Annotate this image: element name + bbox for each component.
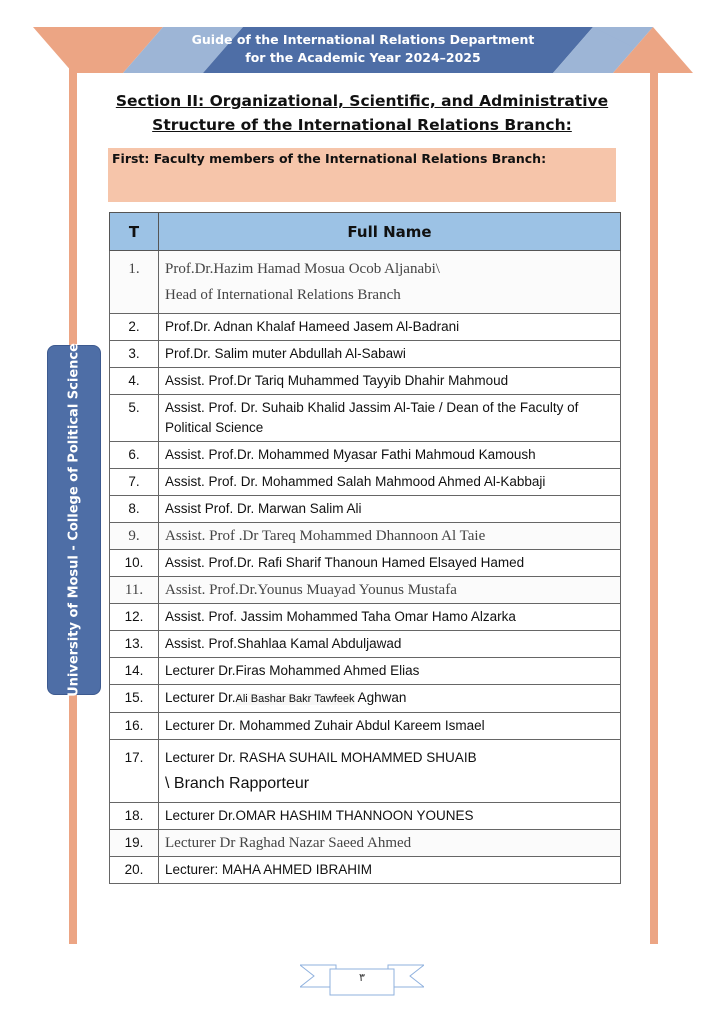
table-row: [110, 857, 621, 884]
row-name: Assist. Prof.Dr. Rafi Sharif Thanoun Hamed Elsayed Hamed: [159, 550, 621, 577]
row-name-suffix: Aghwan: [354, 690, 407, 705]
table-row: [110, 469, 621, 496]
banner-title: [33, 31, 693, 67]
right-post-decoration: [650, 58, 658, 944]
row-number: 8.: [110, 496, 159, 523]
section-title-line-2: Structure of the International Relations Branch:: [152, 116, 572, 134]
row-name: Assist Prof. Dr. Marwan Salim Ali: [159, 496, 621, 523]
row-name: Prof.Dr. Salim muter Abdullah Al-Sabawi: [159, 341, 621, 368]
row-name-small: Ali Bashar Bakr Tawfeek: [235, 693, 355, 705]
row-number: 18.: [110, 803, 159, 830]
table-row: [110, 314, 621, 341]
row-name: Assist. Prof.Shahlaa Kamal Abduljawad: [159, 631, 621, 658]
row-number: 6.: [110, 442, 159, 469]
page-number: ٣: [359, 972, 365, 984]
row-name: [159, 740, 621, 803]
row-name: [159, 685, 621, 713]
section-title: [100, 89, 624, 137]
row-number: 20.: [110, 857, 159, 884]
row-role-text: Head of International Relations Branch: [165, 287, 401, 303]
table-row: [110, 658, 621, 685]
table-row: [110, 604, 621, 631]
subheading-text: First: Faculty members of the International Relations Branch:: [112, 151, 547, 166]
table-row: [110, 251, 621, 314]
row-name-text: Lecturer Dr. RASHA SUHAIL MOHAMMED SHUAIB: [165, 750, 477, 765]
table-row: [110, 442, 621, 469]
table-row: [110, 803, 621, 830]
faculty-table: [109, 212, 621, 884]
row-number: 17.: [110, 740, 159, 803]
table-row: [110, 523, 621, 550]
row-number: 12.: [110, 604, 159, 631]
table-row: [110, 740, 621, 803]
row-name-text: Prof.Dr.Hazim Hamad Mosua Ocob Aljanabi\: [165, 261, 440, 277]
column-header-number: T: [110, 213, 159, 251]
row-name: Lecturer Dr Raghad Nazar Saeed Ahmed: [159, 830, 621, 857]
row-number: 5.: [110, 395, 159, 442]
page-number-ribbon: [300, 961, 424, 997]
row-number: 2.: [110, 314, 159, 341]
row-name: [159, 251, 621, 314]
row-name: Lecturer: MAHA AHMED IBRAHIM: [159, 857, 621, 884]
row-number: 14.: [110, 658, 159, 685]
row-number: 15.: [110, 685, 159, 713]
row-number: 10.: [110, 550, 159, 577]
row-role-text: \ Branch Rapporteur: [165, 775, 310, 792]
table-row: [110, 631, 621, 658]
table-row: [110, 496, 621, 523]
row-name: Assist. Prof. Dr. Suhaib Khalid Jassim Al-Taie / Dean of the Faculty of Political Science: [159, 395, 621, 442]
table-row: [110, 577, 621, 604]
row-number: 16.: [110, 713, 159, 740]
table-row: [110, 713, 621, 740]
row-number: 19.: [110, 830, 159, 857]
row-name: Assist. Prof .Dr Tareq Mohammed Dhannoon Al Taie: [159, 523, 621, 550]
header-banner: [33, 27, 693, 73]
table-row: [110, 341, 621, 368]
row-name: Lecturer Dr. Mohammed Zuhair Abdul Kareem Ismael: [159, 713, 621, 740]
row-name: Lecturer Dr.Firas Mohammed Ahmed Elias: [159, 658, 621, 685]
row-name: Assist. Prof.Dr.Younus Muayad Younus Mustafa: [159, 577, 621, 604]
row-name-prefix: Lecturer Dr.: [165, 690, 236, 705]
row-number: 3.: [110, 341, 159, 368]
table-row: [110, 368, 621, 395]
column-header-name: Full Name: [159, 213, 621, 251]
section-title-line-1: Section II: Organizational, Scientific, and Administrative: [115, 92, 609, 110]
row-name: Lecturer Dr.OMAR HASHIM THANNOON YOUNES: [159, 803, 621, 830]
table-header-row: [110, 213, 621, 251]
row-number: 1.: [110, 251, 159, 314]
row-name: Assist. Prof.Dr. Mohammed Myasar Fathi Mahmoud Kamoush: [159, 442, 621, 469]
subheading-box: [108, 148, 616, 202]
row-name: Prof.Dr. Adnan Khalaf Hameed Jasem Al-Badrani: [159, 314, 621, 341]
table-row: [110, 830, 621, 857]
row-name: Assist. Prof. Jassim Mohammed Taha Omar Hamo Alzarka: [159, 604, 621, 631]
side-label-text: University of Mosul - College of Political Science: [66, 343, 82, 697]
row-number: 13.: [110, 631, 159, 658]
row-name: Assist. Prof. Dr. Mohammed Salah Mahmood Ahmed Al-Kabbaji: [159, 469, 621, 496]
table-row: [110, 550, 621, 577]
row-number: 9.: [110, 523, 159, 550]
side-label-university: [47, 345, 101, 695]
row-name: Assist. Prof.Dr Tariq Muhammed Tayyib Dhahir Mahmoud: [159, 368, 621, 395]
banner-line-2: for the Academic Year 2024–2025: [245, 50, 481, 65]
table-row: [110, 685, 621, 713]
row-number: 7.: [110, 469, 159, 496]
table-row: [110, 395, 621, 442]
banner-line-1: Guide of the International Relations Department: [191, 32, 535, 47]
row-number: 11.: [110, 577, 159, 604]
row-number: 4.: [110, 368, 159, 395]
